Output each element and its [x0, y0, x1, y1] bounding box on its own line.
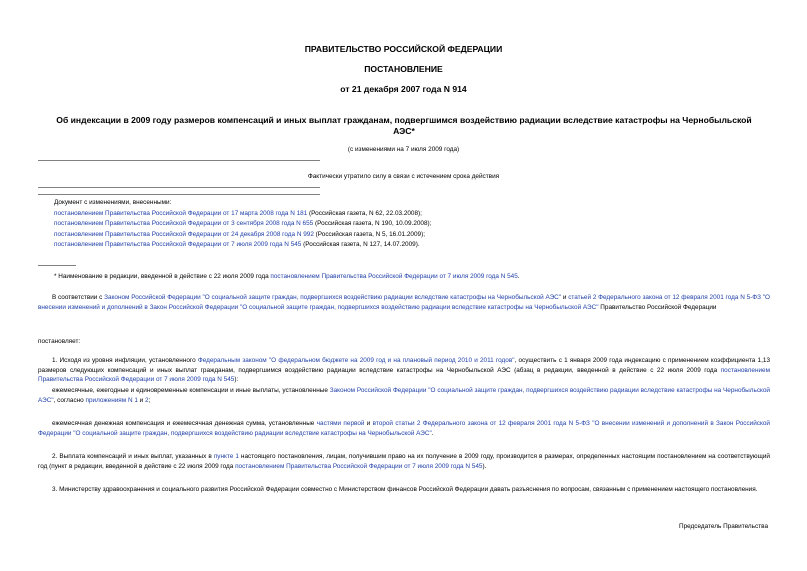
p1a-text: ;	[148, 396, 151, 404]
p1-text: 1. Исходя из уровня инфляции, установленного	[52, 357, 198, 364]
amendment-link[interactable]: постановлением Правительства Российской Федерации от 7 июля 2009 года N 545	[54, 241, 302, 248]
amendment-item	[54, 219, 774, 229]
p2-text: ).	[482, 462, 487, 470]
footnote-end: .	[517, 273, 520, 280]
paragraph-3: 3. Министерству здравоохранения и социального развития Российской Федерации совместно с Министерством финансов Российской Федерации давать разъяснения по вопросам, связанным с применением настоящего постановления.	[52, 486, 758, 493]
preamble-text: В соответствии с	[52, 294, 105, 301]
resolution-link[interactable]: постановлением Правительства Российской Федерации от 7 июля 2009 года N 545	[235, 462, 483, 470]
signature: Председатель Правительства	[679, 523, 768, 530]
paragraph-1a	[38, 386, 770, 405]
amendments-block	[54, 198, 774, 250]
amendment-source: (Российская газета, N 62, 22.03.2008);	[307, 209, 422, 217]
p1a-text: , согласно	[53, 396, 86, 404]
resolution-link[interactable]: постановлением Правительства Российской Федерации от 7 июля 2009 года N 545	[38, 366, 770, 384]
footnote-link[interactable]: постановлением Правительства Российской Федерации от 7 июля 2009 года N 545	[270, 273, 518, 280]
document-date-number: от 21 декабря 2007 года N 914	[340, 84, 467, 94]
amendment-item	[54, 230, 774, 240]
p1a-text: и	[137, 396, 146, 404]
status-note: Фактически утратило силу в связи с истечением срока действия	[307, 173, 500, 180]
budget-law-link[interactable]: Федеральным законом "О федеральном бюджете на 2009 год и на плановый период 2010 и 2011 годов"	[197, 357, 515, 364]
amendment-item	[54, 240, 774, 250]
p1b-text: ежемесячная денежная компенсация и ежемесячная денежная сумма, установленные	[52, 420, 317, 427]
preamble-text: Правительство Российской Федерации	[598, 303, 717, 311]
divider	[38, 160, 320, 161]
amendment-source: (Российская газета, N 190, 10.09.2008);	[313, 220, 432, 227]
law-link[interactable]: Законом Российской Федерации "О социальной защите граждан, подвергшихся воздействию радиации вследствие катастрофы на Чернобыльской АЭС"	[38, 387, 771, 404]
p1b-text: .	[431, 429, 434, 437]
p1-text: , осуществить с 1 января 2009 года индексацию с применением коэффициента 1,13 размеров следующих компенсаций и иных выплат гражданам, подвергшимся воздействию радиации вследствие катастрофы на Чернобыльской АЭС (абзац в редакции, введенной в действие с 22 июля 2009 года	[38, 357, 770, 374]
paragraph-2	[38, 452, 770, 471]
amendment-link[interactable]: постановлением Правительства Российской Федерации от 3 сентября 2008 года N 655	[54, 220, 314, 227]
p2-text: настоящего постановления, лицам, получившим право на их получение в 2009 году, производится в размерах, определенных настоящим постановлением на соответствующий год (пункт в редакции, введенной в действие с 22 июля 2009 года	[38, 453, 770, 470]
p1a-text: ежемесячные, ежегодные и единовременные компенсации и иные выплаты, установленные	[52, 387, 330, 394]
part-one-link[interactable]: частями первой	[316, 420, 365, 427]
government-heading: ПРАВИТЕЛЬСТВО РОССИЙСКОЙ ФЕДЕРАЦИИ	[304, 44, 503, 54]
footnote-divider	[38, 265, 76, 266]
paragraph-1b	[38, 419, 770, 438]
divider	[38, 187, 320, 188]
document-type: ПОСТАНОВЛЕНИЕ	[364, 64, 443, 74]
footnote-text: * Наименование в редакции, введенной в действие с 22 июля 2009 года	[54, 273, 271, 280]
amendment-source: (Российская газета, N 127, 14.07.2009).	[301, 241, 420, 248]
preamble	[38, 293, 770, 312]
p2-text: 2. Выплата компенсаций и иных выплат, указанных в	[52, 453, 214, 460]
decides-label: постановляет:	[38, 338, 81, 345]
preamble-text: и	[561, 294, 569, 301]
federal-law-link[interactable]: статьей 2 Федерального закона от 12 февраля 2001 года N 5-ФЗ "О внесении изменений и дополнений в Закон Российской Федерации "О социальной защите граждан, подвергшихся воздействию радиации вследствие катастрофы на Чернобыльской АЭС"	[38, 294, 771, 311]
p1b-text: и	[364, 420, 373, 427]
appendix-2-link[interactable]: 2	[145, 396, 149, 404]
appendix-1-link[interactable]: приложениям N 1	[85, 396, 138, 404]
amendments-note: (с изменениями на 7 июля 2009 года)	[347, 146, 460, 153]
footnote	[54, 272, 774, 282]
amendment-link[interactable]: постановлением Правительства Российской Федерации от 24 декабря 2008 года N 992	[54, 230, 314, 238]
clause-1-link[interactable]: пункте 1	[213, 453, 239, 460]
amendment-source: (Российская газета, N 5, 16.01.2009);	[313, 230, 425, 238]
p1-text: ):	[234, 376, 239, 384]
paragraph-1	[38, 356, 770, 385]
document-title: Об индексации в 2009 году размеров компенсаций и иных выплат гражданам, подвергшимся воздействию радиации вследствие катастрофы на Чернобыльской АЭС*	[56, 115, 752, 136]
law-link[interactable]: Законом Российской Федерации "О социальной защите граждан, подвергшихся воздействию радиации вследствие катастрофы на Чернобыльской АЭС"	[104, 294, 562, 301]
amendment-item	[54, 209, 774, 219]
amendments-heading: Документ с изменениями, внесенными:	[54, 199, 172, 206]
divider	[38, 194, 320, 195]
article-2-link[interactable]: второй статьи 2 Федерального закона от 12 февраля 2001 года N 5-ФЗ "О внесении изменений и дополнений в Закон Российской Федерации "О социальной защите граждан, подвергшихся воздействию радиации вследствие катастрофы на Чернобыльской АЭС"	[38, 420, 770, 437]
amendment-link[interactable]: постановлением Правительства Российской Федерации от 17 марта 2008 года N 181	[54, 209, 308, 217]
